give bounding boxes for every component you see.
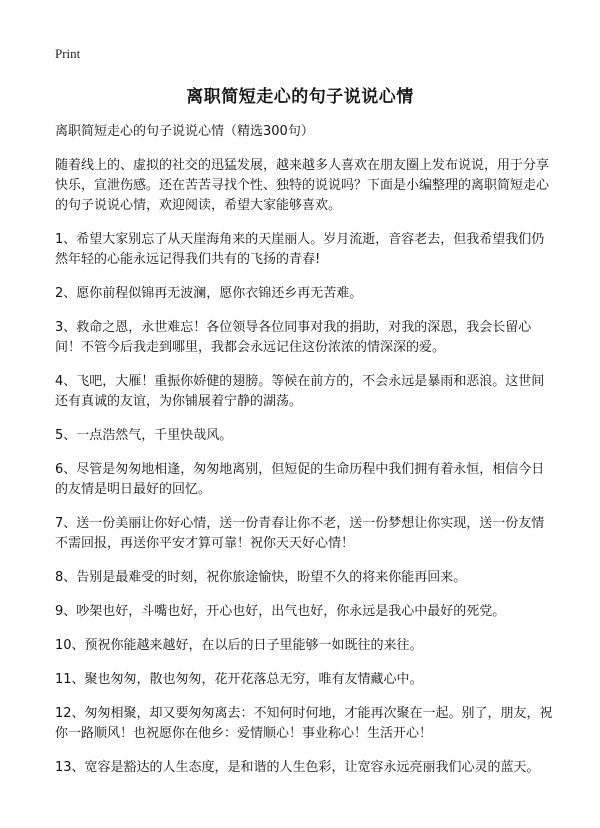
list-item: 11、聚也匆匆，散也匆匆，花开花落总无穷，唯有友情藏心中。	[55, 672, 423, 687]
article-body	[55, 122, 557, 792]
list-item: 12、匆匆相聚，却又要匆匆离去：不知何时何地，才能再次聚在一起。别了，朋友，祝你一路顺风！也祝愿你在他乡：爱情顺心！事业称心！生活开心！	[55, 706, 553, 741]
print-link[interactable]: Print	[55, 46, 81, 61]
list-item: 9、吵架也好，斗嘴也好，开心也好，出气也好，你永远是我心中最好的死党。	[55, 604, 506, 619]
page-title: 离职简短走心的句子说说心情	[186, 87, 414, 107]
list-item: 1、希望大家别忘了从天崖海角来的天崖丽人。岁月流逝，音容老去，但我希望我们仍然年轻的心能永远记得我们共有的飞扬的青春!	[55, 232, 545, 267]
intro-paragraph: 随着线上的、虚拟的社交的迅猛发展，越来越多人喜欢在朋友圈上发布说说，用于分享快乐，宣泄伤感。还在苦苦寻找个性、独特的说说吗？下面是小编整理的离职简短走心的句子说说心情，欢迎阅读，希望大家能够喜欢。	[55, 158, 550, 213]
list-item: 10、预祝你能越来越好，在以后的日子里能够一如既往的来往。	[55, 638, 423, 653]
list-item: 3、救命之恩，永世难忘！各位领导各位同事对我的捐助，对我的深恩，我会长留心间！不管今后我走到哪里，我都会永远记住这份浓浓的情深深的爱。	[55, 320, 532, 355]
list-item: 7、送一份美丽让你好心情，送一份青春让你不老，送一份梦想让你实现，送一份友情不需回报，再送你平安才算可靠！祝你天天好心情！	[55, 516, 545, 551]
list-item: 13、宽容是豁达的人生态度，是和谐的人生色彩，让宽容永远亮丽我们心灵的蓝天。	[55, 760, 540, 775]
list-item: 5、一点浩然气，千里快哉风。	[55, 428, 233, 443]
list-item: 2、愿你前程似锦再无波澜，愿你衣锦还乡再无苦难。	[55, 286, 363, 301]
list-item: 4、飞吧，大雁！重振你娇健的翅膀。等候在前方的，不会永远是暴雨和恶浪。这世间还有真诚的友谊，为你铺展着宁静的湖荡。	[55, 374, 545, 409]
list-item: 8、告别是最难受的时刻，祝你旅途愉快，盼望不久的将来你能再回来。	[55, 570, 467, 585]
article-subtitle: 离职简短走心的句子说说心情（精选300句）	[55, 124, 314, 139]
list-item: 6、尽管是匆匆地相逢，匆匆地离别，但短促的生命历程中我们拥有着永恒，相信今日的友情是明日最好的回忆。	[55, 462, 545, 497]
